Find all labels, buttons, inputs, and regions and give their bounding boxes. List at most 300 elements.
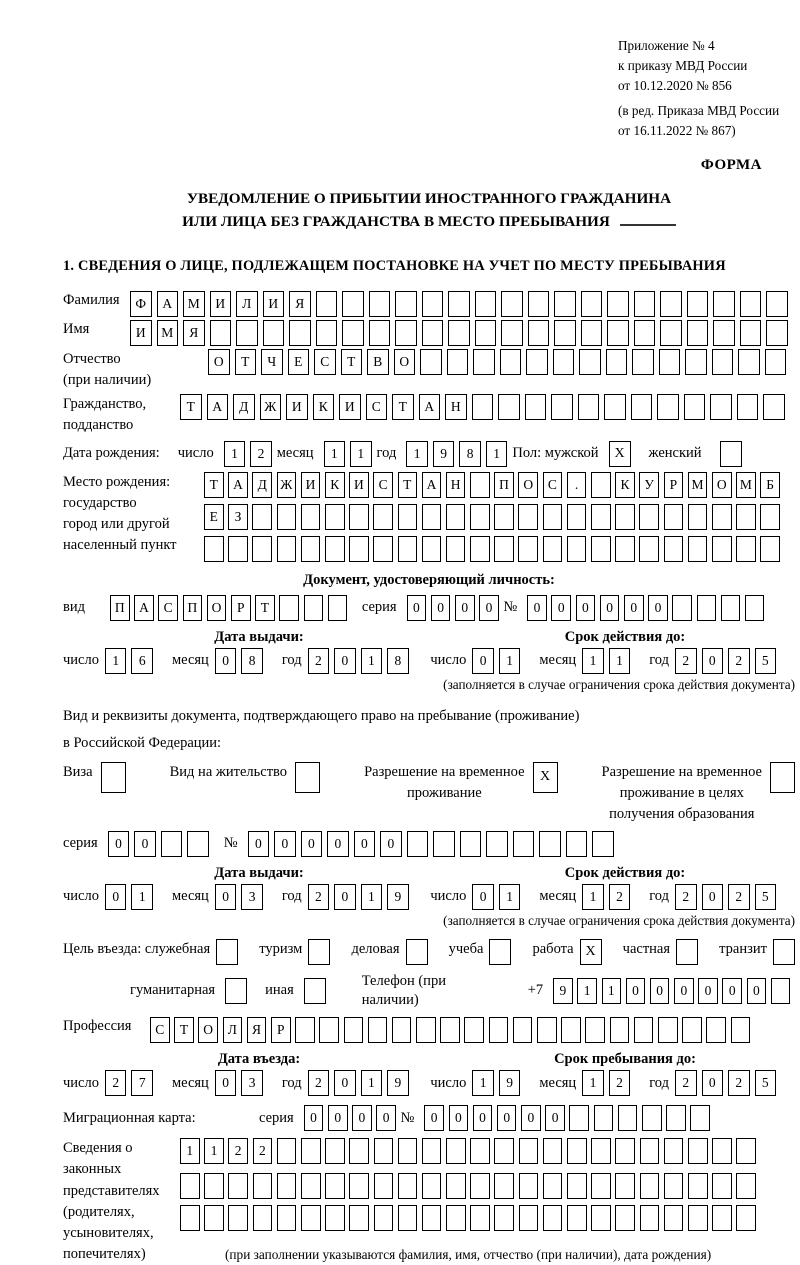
char-cell[interactable] — [447, 349, 469, 375]
char-cell[interactable]: А — [422, 472, 442, 498]
char-cell[interactable]: 2 — [228, 1138, 248, 1164]
char-cell[interactable]: И — [339, 394, 361, 420]
valid-year-cells[interactable] — [675, 648, 781, 674]
char-cell[interactable] — [664, 536, 684, 562]
char-cell[interactable] — [528, 320, 550, 346]
doc-series-cells[interactable] — [407, 595, 504, 621]
char-cell[interactable] — [422, 1205, 442, 1231]
phone-cells[interactable] — [553, 978, 795, 1004]
char-cell[interactable] — [475, 320, 497, 346]
purpose-work-checkbox[interactable]: X — [580, 939, 602, 965]
char-cell[interactable] — [760, 504, 780, 530]
char-cell[interactable]: И — [286, 394, 308, 420]
char-cell[interactable] — [543, 1205, 563, 1231]
char-cell[interactable] — [585, 1017, 605, 1043]
char-cell[interactable]: 1 — [131, 884, 153, 910]
char-cell[interactable]: 0 — [624, 595, 644, 621]
char-cell[interactable] — [553, 349, 575, 375]
char-cell[interactable]: 9 — [387, 1070, 409, 1096]
char-cell[interactable] — [422, 536, 442, 562]
char-cell[interactable]: П — [183, 595, 203, 621]
char-cell[interactable] — [325, 1205, 345, 1231]
char-cell[interactable] — [525, 394, 547, 420]
char-cell[interactable]: А — [134, 595, 154, 621]
char-cell[interactable]: 1 — [609, 648, 631, 674]
char-cell[interactable]: В — [367, 349, 389, 375]
char-cell[interactable] — [569, 1105, 589, 1131]
char-cell[interactable] — [349, 1138, 369, 1164]
char-cell[interactable] — [500, 349, 522, 375]
char-cell[interactable]: 0 — [334, 884, 356, 910]
char-cell[interactable] — [745, 595, 765, 621]
char-cell[interactable] — [316, 291, 338, 317]
char-cell[interactable] — [325, 536, 345, 562]
char-cell[interactable] — [373, 536, 393, 562]
char-cell[interactable] — [642, 1105, 662, 1131]
char-cell[interactable]: Ж — [277, 472, 297, 498]
char-cell[interactable] — [161, 831, 183, 857]
purpose-private-checkbox[interactable] — [676, 939, 698, 965]
char-cell[interactable] — [494, 1205, 514, 1231]
char-cell[interactable]: Я — [183, 320, 205, 346]
char-cell[interactable] — [470, 1173, 490, 1199]
char-cell[interactable]: Т — [341, 349, 363, 375]
char-cell[interactable]: 5 — [755, 648, 777, 674]
char-cell[interactable]: 0 — [702, 1070, 724, 1096]
char-cell[interactable] — [712, 504, 732, 530]
char-cell[interactable] — [277, 1138, 297, 1164]
char-cell[interactable] — [740, 291, 762, 317]
char-cell[interactable] — [561, 1017, 581, 1043]
char-cell[interactable] — [228, 536, 248, 562]
char-cell[interactable] — [518, 504, 538, 530]
char-cell[interactable] — [615, 1205, 635, 1231]
char-cell[interactable] — [473, 349, 495, 375]
char-cell[interactable] — [606, 349, 628, 375]
temp-residence-edu-checkbox[interactable] — [770, 762, 795, 793]
char-cell[interactable] — [422, 1138, 442, 1164]
char-cell[interactable] — [277, 536, 297, 562]
char-cell[interactable]: 0 — [105, 884, 127, 910]
char-cell[interactable] — [316, 320, 338, 346]
char-cell[interactable] — [301, 1138, 321, 1164]
char-cell[interactable]: О — [208, 349, 230, 375]
char-cell[interactable] — [489, 1017, 509, 1043]
char-cell[interactable] — [640, 1173, 660, 1199]
char-cell[interactable] — [712, 536, 732, 562]
birth-year-cells[interactable] — [406, 441, 512, 467]
stay-day-cells[interactable] — [472, 1070, 525, 1096]
char-cell[interactable] — [398, 504, 418, 530]
doc-kind-cells[interactable] — [110, 595, 352, 621]
char-cell[interactable]: Е — [288, 349, 310, 375]
char-cell[interactable] — [591, 536, 611, 562]
representatives-cells-row3[interactable] — [180, 1205, 761, 1231]
birthplace-cells-row1[interactable] — [204, 472, 785, 498]
char-cell[interactable] — [566, 831, 588, 857]
char-cell[interactable] — [446, 1173, 466, 1199]
char-cell[interactable]: И — [349, 472, 369, 498]
char-cell[interactable]: 0 — [354, 831, 376, 857]
char-cell[interactable] — [687, 320, 709, 346]
representatives-cells-row1[interactable] — [180, 1138, 761, 1164]
char-cell[interactable]: А — [419, 394, 441, 420]
char-cell[interactable]: 8 — [459, 441, 481, 467]
char-cell[interactable]: 0 — [431, 595, 451, 621]
char-cell[interactable]: 1 — [582, 1070, 604, 1096]
char-cell[interactable] — [567, 504, 587, 530]
char-cell[interactable]: Л — [236, 291, 258, 317]
char-cell[interactable] — [766, 291, 788, 317]
char-cell[interactable]: 2 — [250, 441, 272, 467]
surname-cells[interactable] — [130, 291, 793, 317]
char-cell[interactable] — [180, 1173, 200, 1199]
char-cell[interactable]: О — [394, 349, 416, 375]
char-cell[interactable] — [519, 1138, 539, 1164]
char-cell[interactable] — [591, 1205, 611, 1231]
char-cell[interactable] — [498, 394, 520, 420]
char-cell[interactable] — [539, 831, 561, 857]
char-cell[interactable] — [494, 504, 514, 530]
birth-month-cells[interactable] — [324, 441, 377, 467]
char-cell[interactable] — [721, 595, 741, 621]
char-cell[interactable]: 0 — [551, 595, 571, 621]
char-cell[interactable]: С — [543, 472, 563, 498]
char-cell[interactable] — [448, 320, 470, 346]
char-cell[interactable]: 2 — [728, 1070, 750, 1096]
char-cell[interactable] — [640, 1205, 660, 1231]
char-cell[interactable]: Я — [247, 1017, 267, 1043]
char-cell[interactable]: И — [210, 291, 232, 317]
char-cell[interactable] — [740, 320, 762, 346]
char-cell[interactable] — [395, 320, 417, 346]
char-cell[interactable] — [712, 1173, 732, 1199]
char-cell[interactable]: 5 — [755, 884, 777, 910]
char-cell[interactable] — [295, 1017, 315, 1043]
char-cell[interactable]: П — [110, 595, 130, 621]
res-issue-year-cells[interactable] — [308, 884, 414, 910]
char-cell[interactable] — [664, 1138, 684, 1164]
char-cell[interactable] — [349, 504, 369, 530]
char-cell[interactable]: . — [567, 472, 587, 498]
char-cell[interactable]: К — [325, 472, 345, 498]
char-cell[interactable] — [277, 504, 297, 530]
char-cell[interactable]: 0 — [328, 1105, 348, 1131]
char-cell[interactable] — [301, 504, 321, 530]
residence-number-cells[interactable] — [248, 831, 619, 857]
char-cell[interactable]: Д — [233, 394, 255, 420]
char-cell[interactable]: 1 — [499, 884, 521, 910]
char-cell[interactable] — [737, 394, 759, 420]
char-cell[interactable]: 0 — [674, 978, 694, 1004]
char-cell[interactable] — [688, 1138, 708, 1164]
char-cell[interactable] — [470, 536, 490, 562]
char-cell[interactable]: Ч — [261, 349, 283, 375]
char-cell[interactable]: О — [198, 1017, 218, 1043]
char-cell[interactable] — [615, 1138, 635, 1164]
char-cell[interactable] — [369, 291, 391, 317]
res-valid-month-cells[interactable] — [582, 884, 635, 910]
char-cell[interactable]: 5 — [755, 1070, 777, 1096]
char-cell[interactable]: С — [366, 394, 388, 420]
char-cell[interactable] — [210, 320, 232, 346]
char-cell[interactable] — [543, 1173, 563, 1199]
char-cell[interactable] — [672, 595, 692, 621]
char-cell[interactable]: 2 — [675, 1070, 697, 1096]
char-cell[interactable] — [688, 1205, 708, 1231]
char-cell[interactable] — [581, 320, 603, 346]
char-cell[interactable] — [446, 536, 466, 562]
char-cell[interactable]: С — [150, 1017, 170, 1043]
char-cell[interactable]: Т — [180, 394, 202, 420]
char-cell[interactable]: 0 — [449, 1105, 469, 1131]
purpose-tourism-checkbox[interactable] — [308, 939, 330, 965]
char-cell[interactable] — [690, 1105, 710, 1131]
char-cell[interactable]: 2 — [308, 884, 330, 910]
char-cell[interactable] — [304, 595, 324, 621]
char-cell[interactable] — [422, 1173, 442, 1199]
char-cell[interactable]: 7 — [131, 1070, 153, 1096]
char-cell[interactable]: 1 — [582, 648, 604, 674]
char-cell[interactable]: Т — [392, 394, 414, 420]
char-cell[interactable] — [631, 394, 653, 420]
char-cell[interactable] — [537, 1017, 557, 1043]
char-cell[interactable]: 0 — [248, 831, 270, 857]
valid-month-cells[interactable] — [582, 648, 635, 674]
char-cell[interactable]: Н — [446, 472, 466, 498]
char-cell[interactable] — [470, 472, 490, 498]
char-cell[interactable] — [713, 291, 735, 317]
char-cell[interactable] — [710, 394, 732, 420]
char-cell[interactable]: 0 — [301, 831, 323, 857]
char-cell[interactable] — [666, 1105, 686, 1131]
char-cell[interactable] — [543, 536, 563, 562]
char-cell[interactable]: 0 — [472, 884, 494, 910]
char-cell[interactable]: 0 — [327, 831, 349, 857]
char-cell[interactable] — [567, 1138, 587, 1164]
char-cell[interactable]: К — [615, 472, 635, 498]
char-cell[interactable]: 0 — [747, 978, 767, 1004]
char-cell[interactable] — [581, 291, 603, 317]
char-cell[interactable] — [736, 1205, 756, 1231]
char-cell[interactable]: 0 — [545, 1105, 565, 1131]
char-cell[interactable] — [422, 291, 444, 317]
char-cell[interactable] — [610, 1017, 630, 1043]
char-cell[interactable] — [763, 394, 785, 420]
char-cell[interactable] — [349, 1205, 369, 1231]
residence-permit-checkbox[interactable] — [295, 762, 320, 793]
char-cell[interactable] — [604, 394, 626, 420]
char-cell[interactable] — [591, 1138, 611, 1164]
char-cell[interactable]: З — [228, 504, 248, 530]
char-cell[interactable]: 1 — [224, 441, 246, 467]
char-cell[interactable]: 0 — [134, 831, 156, 857]
char-cell[interactable] — [543, 1138, 563, 1164]
char-cell[interactable] — [567, 1173, 587, 1199]
char-cell[interactable]: 1 — [486, 441, 508, 467]
citizenship-cells[interactable] — [180, 394, 790, 420]
char-cell[interactable]: 0 — [479, 595, 499, 621]
char-cell[interactable]: Т — [204, 472, 224, 498]
char-cell[interactable] — [501, 291, 523, 317]
char-cell[interactable] — [252, 536, 272, 562]
char-cell[interactable] — [664, 504, 684, 530]
char-cell[interactable] — [712, 349, 734, 375]
char-cell[interactable] — [579, 349, 601, 375]
char-cell[interactable]: 0 — [334, 1070, 356, 1096]
issue-year-cells[interactable] — [308, 648, 414, 674]
char-cell[interactable] — [374, 1173, 394, 1199]
entry-month-cells[interactable] — [215, 1070, 268, 1096]
char-cell[interactable]: М — [157, 320, 179, 346]
char-cell[interactable]: 0 — [650, 978, 670, 1004]
sex-male-checkbox[interactable]: X — [609, 441, 631, 467]
representatives-cells-row2[interactable] — [180, 1173, 761, 1199]
char-cell[interactable] — [738, 349, 760, 375]
char-cell[interactable]: 1 — [406, 441, 428, 467]
char-cell[interactable] — [592, 831, 614, 857]
char-cell[interactable] — [591, 1173, 611, 1199]
char-cell[interactable] — [765, 349, 787, 375]
char-cell[interactable]: 0 — [108, 831, 130, 857]
res-valid-year-cells[interactable] — [675, 884, 781, 910]
char-cell[interactable] — [618, 1105, 638, 1131]
char-cell[interactable]: 0 — [380, 831, 402, 857]
char-cell[interactable] — [591, 504, 611, 530]
char-cell[interactable] — [688, 504, 708, 530]
char-cell[interactable] — [494, 1138, 514, 1164]
doc-number-cells[interactable] — [527, 595, 769, 621]
char-cell[interactable]: 1 — [499, 648, 521, 674]
char-cell[interactable]: М — [688, 472, 708, 498]
profession-cells[interactable] — [150, 1017, 755, 1043]
char-cell[interactable] — [325, 504, 345, 530]
char-cell[interactable] — [253, 1205, 273, 1231]
char-cell[interactable]: 2 — [609, 884, 631, 910]
char-cell[interactable]: 9 — [387, 884, 409, 910]
char-cell[interactable]: 0 — [407, 595, 427, 621]
char-cell[interactable] — [342, 291, 364, 317]
char-cell[interactable] — [639, 536, 659, 562]
char-cell[interactable] — [513, 831, 535, 857]
res-issue-month-cells[interactable] — [215, 884, 268, 910]
char-cell[interactable]: 0 — [455, 595, 475, 621]
char-cell[interactable]: 0 — [698, 978, 718, 1004]
residence-series-cells[interactable] — [108, 831, 214, 857]
char-cell[interactable]: 1 — [361, 1070, 383, 1096]
char-cell[interactable]: 1 — [204, 1138, 224, 1164]
char-cell[interactable] — [526, 349, 548, 375]
char-cell[interactable] — [639, 504, 659, 530]
char-cell[interactable] — [277, 1205, 297, 1231]
char-cell[interactable]: 2 — [105, 1070, 127, 1096]
migration-series-cells[interactable] — [304, 1105, 401, 1131]
purpose-humanitarian-checkbox[interactable] — [225, 978, 247, 1004]
res-issue-day-cells[interactable] — [105, 884, 158, 910]
char-cell[interactable] — [470, 1205, 490, 1231]
purpose-business-checkbox[interactable] — [406, 939, 428, 965]
char-cell[interactable] — [440, 1017, 460, 1043]
char-cell[interactable]: Т — [174, 1017, 194, 1043]
char-cell[interactable] — [501, 320, 523, 346]
char-cell[interactable] — [706, 1017, 726, 1043]
char-cell[interactable] — [398, 1205, 418, 1231]
char-cell[interactable] — [180, 1205, 200, 1231]
char-cell[interactable] — [301, 536, 321, 562]
char-cell[interactable] — [446, 504, 466, 530]
char-cell[interactable] — [373, 504, 393, 530]
char-cell[interactable]: 0 — [702, 648, 724, 674]
char-cell[interactable]: 8 — [241, 648, 263, 674]
char-cell[interactable]: Р — [271, 1017, 291, 1043]
migration-number-cells[interactable] — [424, 1105, 714, 1131]
char-cell[interactable] — [567, 536, 587, 562]
char-cell[interactable] — [228, 1173, 248, 1199]
sex-female-checkbox[interactable] — [720, 441, 742, 467]
char-cell[interactable] — [420, 349, 442, 375]
char-cell[interactable] — [369, 320, 391, 346]
char-cell[interactable] — [472, 394, 494, 420]
char-cell[interactable]: 0 — [527, 595, 547, 621]
char-cell[interactable] — [658, 1017, 678, 1043]
char-cell[interactable]: 0 — [334, 648, 356, 674]
char-cell[interactable] — [395, 291, 417, 317]
char-cell[interactable]: 0 — [274, 831, 296, 857]
char-cell[interactable] — [736, 504, 756, 530]
char-cell[interactable] — [398, 1173, 418, 1199]
char-cell[interactable] — [688, 536, 708, 562]
char-cell[interactable] — [682, 1017, 702, 1043]
char-cell[interactable]: И — [301, 472, 321, 498]
purpose-transit-checkbox[interactable] — [773, 939, 795, 965]
char-cell[interactable]: Т — [235, 349, 257, 375]
char-cell[interactable]: Т — [398, 472, 418, 498]
char-cell[interactable]: 2 — [308, 648, 330, 674]
char-cell[interactable]: 3 — [241, 884, 263, 910]
char-cell[interactable] — [771, 978, 791, 1004]
char-cell[interactable]: И — [130, 320, 152, 346]
char-cell[interactable]: 0 — [600, 595, 620, 621]
valid-day-cells[interactable] — [472, 648, 525, 674]
char-cell[interactable]: 0 — [626, 978, 646, 1004]
char-cell[interactable]: Е — [204, 504, 224, 530]
char-cell[interactable] — [634, 1017, 654, 1043]
char-cell[interactable] — [494, 536, 514, 562]
char-cell[interactable]: 9 — [553, 978, 573, 1004]
entry-day-cells[interactable] — [105, 1070, 158, 1096]
char-cell[interactable]: 0 — [304, 1105, 324, 1131]
stay-year-cells[interactable] — [675, 1070, 781, 1096]
char-cell[interactable]: 1 — [350, 441, 372, 467]
char-cell[interactable] — [736, 1138, 756, 1164]
char-cell[interactable] — [519, 1205, 539, 1231]
char-cell[interactable] — [615, 504, 635, 530]
char-cell[interactable] — [632, 349, 654, 375]
char-cell[interactable] — [554, 291, 576, 317]
char-cell[interactable]: 6 — [131, 648, 153, 674]
char-cell[interactable]: 0 — [576, 595, 596, 621]
char-cell[interactable]: Н — [445, 394, 467, 420]
char-cell[interactable]: М — [736, 472, 756, 498]
char-cell[interactable] — [697, 595, 717, 621]
char-cell[interactable] — [448, 291, 470, 317]
char-cell[interactable]: 0 — [472, 648, 494, 674]
char-cell[interactable]: 1 — [602, 978, 622, 1004]
char-cell[interactable]: 0 — [376, 1105, 396, 1131]
char-cell[interactable] — [392, 1017, 412, 1043]
char-cell[interactable] — [342, 320, 364, 346]
char-cell[interactable] — [519, 1173, 539, 1199]
